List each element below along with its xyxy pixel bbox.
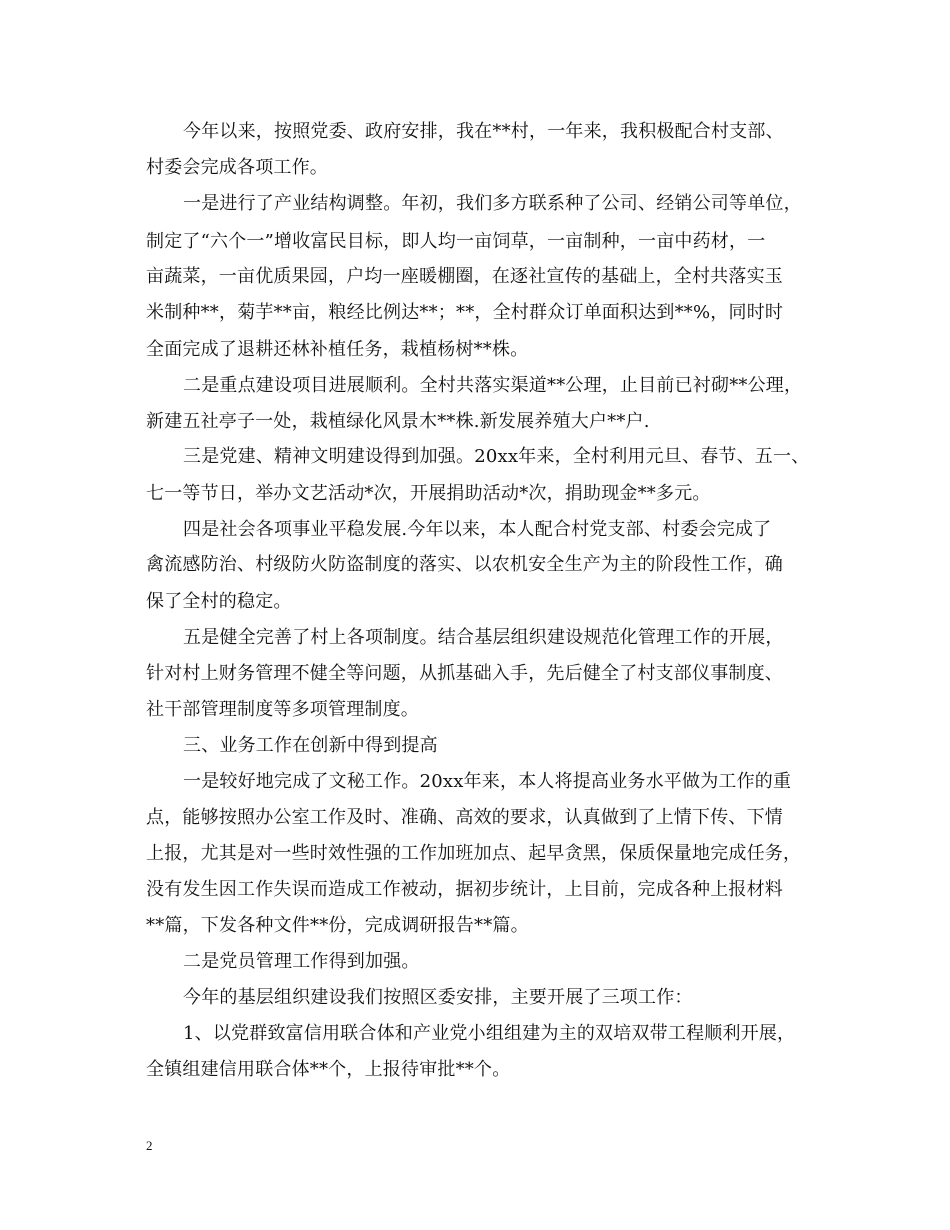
paragraph-line: **篇，下发各种文件**份，完成调研报告**篇。 (146, 915, 529, 936)
paragraph-line: 全镇组建信用联合体**个，上报待审批**个。 (146, 1059, 511, 1080)
paragraph-line: 一是进行了产业结构调整。年初，我们多方联系种了公司、经销公司等单位， (183, 193, 802, 214)
page-number: 2 (146, 1138, 153, 1153)
paragraph-line: 今年的基层组织建设我们按照区委安排，主要开展了三项工作： (183, 987, 693, 1008)
paragraph-line: 社干部管理制度等多项管理制度。 (146, 699, 419, 720)
paragraph-line: 新建五社亭子一处，栽植绿化风景木**株.新发展养殖大户**户. (146, 411, 650, 432)
paragraph-line: 上报，尤其是对一些时效性强的工作加班加点、起早贪黑，保质保量地完成任务， (146, 843, 802, 864)
section-heading: 三、业务工作在创新中得到提高 (183, 735, 438, 756)
paragraph-line: 二是党员管理工作得到加强。 (183, 951, 420, 972)
paragraph-line: 点，能够按照办公室工作及时、准确、高效的要求，认真做到了上情下传、下情 (146, 807, 783, 828)
paragraph-line: 制定了“六个一”增收富民目标，即人均一亩饲草，一亩制种，一亩中药材，一 (146, 231, 766, 252)
paragraph-line: 村委会完成各项工作。 (146, 157, 328, 178)
paragraph-line: 今年以来，按照党委、政府安排，我在**村，一年来，我积极配合村支部、 (183, 121, 784, 142)
paragraph-line: 五是健全完善了村上各项制度。结合基层组织建设规范化管理工作的开展， (183, 627, 784, 648)
paragraph-line: 针对村上财务管理不健全等问题，从抓基础入手，先后健全了村支部仪事制度、 (146, 663, 783, 684)
paragraph-line: 三是党建、精神文明建设得到加强。20xx年来，全村利用元旦、春节、五一、 (183, 446, 810, 467)
paragraph-line: 1、以党群致富信用联合体和产业党小组组建为主的双培双带工程顺利开展， (183, 1023, 796, 1044)
paragraph-line: 亩蔬菜，一亩优质果园，户均一座暖棚圈，在逐社宣传的基础上，全村共落实玉 (146, 266, 783, 287)
paragraph-line: 全面完成了退耕还林补植任务，栽植杨树**株。 (146, 339, 529, 360)
paragraph-line: 一是较好地完成了文秘工作。20xx年来，本人将提高业务水平做为工作的重 (183, 771, 792, 792)
paragraph-line: 二是重点建设项目进展顺利。全村共落实渠道**公理，止目前已衬砌**公理， (183, 375, 803, 396)
paragraph-line: 四是社会各项事业平稳发展.今年以来，本人配合村党支部、村委会完成了 (183, 519, 772, 540)
paragraph-line: 七一等节日，举办文艺活动*次，开展捐助活动*次，捐助现金**多元。 (146, 483, 711, 504)
paragraph-line: 保了全村的稳定。 (146, 591, 292, 612)
paragraph-line: 没有发生因工作失误而造成工作被动，据初步统计，上目前，完成各种上报材料 (146, 879, 783, 900)
paragraph-line: 禽流感防治、村级防火防盗制度的落实、以农机安全生产为主的阶段性工作，确 (146, 554, 783, 575)
paragraph-line: 米制种**，菊芋**亩，粮经比例达**；**，全村群众订单面积达到**%，同时时 (146, 302, 784, 323)
